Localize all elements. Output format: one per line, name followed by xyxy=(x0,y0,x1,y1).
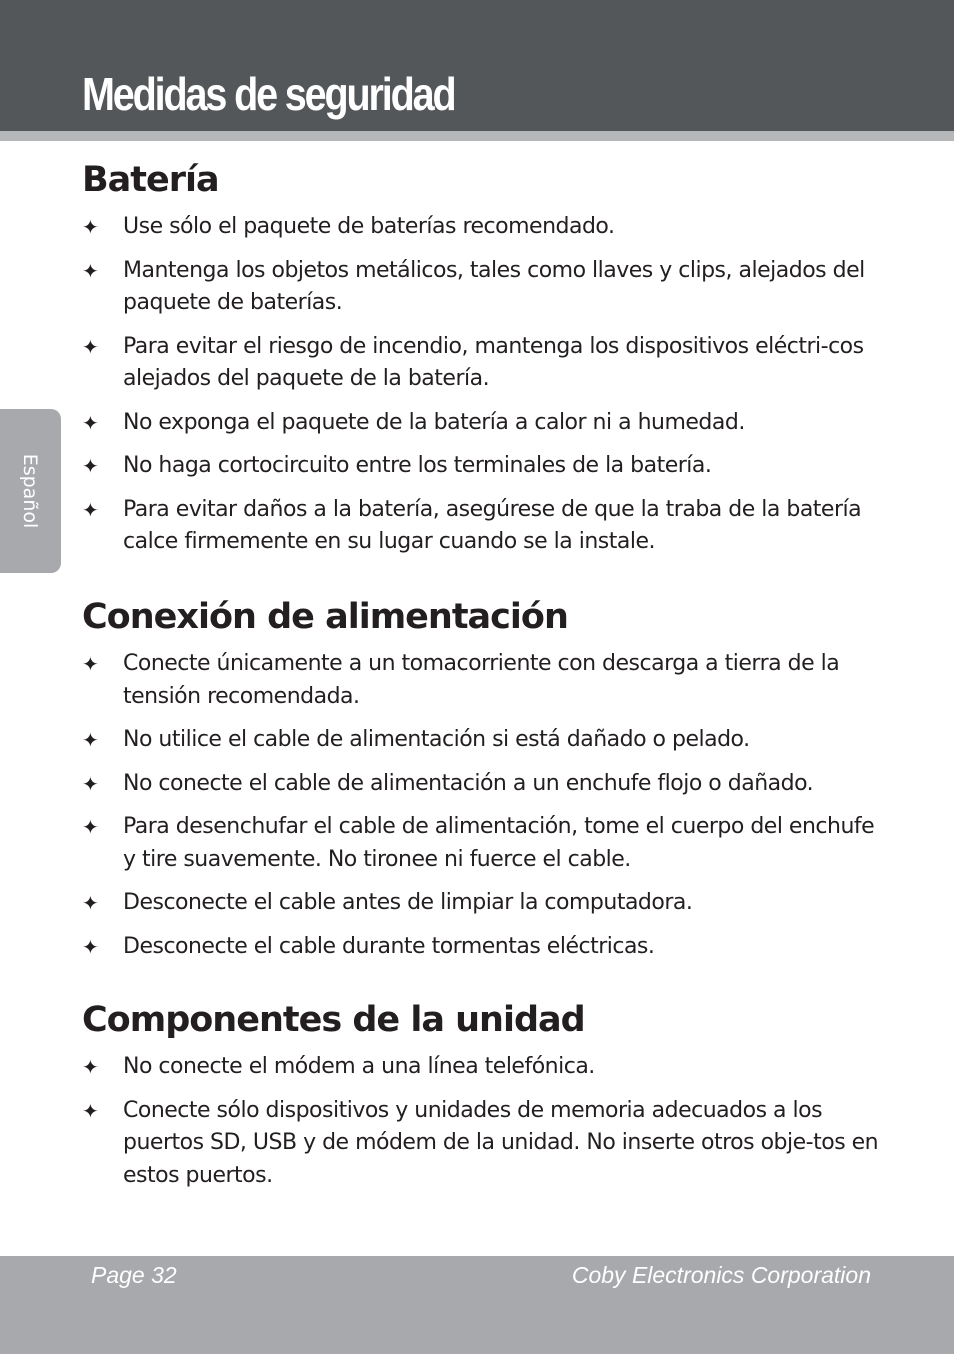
list-item xyxy=(82,211,882,244)
list-item xyxy=(82,811,882,876)
list-item xyxy=(82,1095,882,1193)
list-item xyxy=(82,1051,882,1084)
list-item xyxy=(82,450,882,483)
header-divider xyxy=(0,131,954,141)
language-tab xyxy=(0,409,61,573)
star-bullet-icon: ✦ xyxy=(82,258,99,283)
star-bullet-icon: ✦ xyxy=(82,771,99,796)
list-item-text: Para evitar daños a la batería, asegúrese de que la traba de la batería calce firmemente en su lugar cuando se la instale. xyxy=(123,496,862,554)
star-bullet-icon: ✦ xyxy=(82,891,99,915)
list-item-text: Conecte sólo dispositivos y unidades de memoria adecuados a los puertos SD, USB y de módem de la unidad. No inserte otros obje-tos en estos puertos. xyxy=(123,1097,879,1188)
list-item xyxy=(82,724,882,757)
company-name: Coby Electronics Corporation xyxy=(571,1262,871,1288)
star-bullet-icon: ✦ xyxy=(82,934,99,959)
section-bateria xyxy=(82,157,882,570)
star-bullet-icon: ✦ xyxy=(82,728,99,752)
star-bullet-icon: ✦ xyxy=(82,1055,99,1079)
list-item xyxy=(82,407,882,440)
star-bullet-icon: ✦ xyxy=(82,215,99,239)
bullet-list xyxy=(82,211,882,559)
list-item-text: No utilice el cable de alimentación si está dañado o pelado. xyxy=(123,727,750,752)
list-item-text: Use sólo el paquete de baterías recomendado. xyxy=(123,214,615,239)
section-conexion xyxy=(82,594,882,974)
list-item-text: No conecte el cable de alimentación a un enchufe flojo o dañado. xyxy=(123,770,814,796)
list-item-text: Desconecte el cable antes de limpiar la computadora. xyxy=(123,890,693,915)
star-bullet-icon: ✦ xyxy=(82,1098,99,1123)
section-heading: Conexión de alimentación xyxy=(82,597,568,637)
page-title: Medidas de seguridad xyxy=(82,68,455,120)
list-item-text: Mantenga los objetos metálicos, tales como llaves y clips, alejados del paquete de baterías. xyxy=(123,257,865,315)
list-item xyxy=(82,331,882,396)
language-tab-label: Español xyxy=(19,453,41,529)
list-item xyxy=(82,931,882,964)
list-item-text: Para desenchufar el cable de alimentación, tome el cuerpo del enchufe y tire suavemente. No tironee ni fuerce el cable. xyxy=(123,814,875,872)
list-item-text: No conecte el módem a una línea telefónica. xyxy=(123,1054,595,1079)
star-bullet-icon: ✦ xyxy=(82,815,99,839)
list-item xyxy=(82,648,882,713)
list-item-text: Para evitar el riesgo de incendio, mantenga los dispositivos eléctri-cos alejados del paquete de la batería. xyxy=(123,333,864,391)
list-item xyxy=(82,255,882,320)
page-footer xyxy=(0,1256,954,1354)
bullet-list xyxy=(82,648,882,963)
star-bullet-icon: ✦ xyxy=(82,652,99,676)
star-bullet-icon: ✦ xyxy=(82,334,99,359)
list-item-text: No haga cortocircuito entre los terminales de la batería. xyxy=(123,453,712,478)
star-bullet-icon: ✦ xyxy=(82,410,99,435)
list-item xyxy=(82,494,882,559)
page-number: Page 32 xyxy=(91,1262,177,1288)
list-item xyxy=(82,887,882,920)
list-item-text: Desconecte el cable durante tormentas eléctricas. xyxy=(123,933,655,959)
section-heading: Componentes de la unidad xyxy=(82,1000,585,1040)
star-bullet-icon: ✦ xyxy=(82,454,99,478)
section-componentes xyxy=(82,997,882,1203)
page-header xyxy=(0,0,954,131)
list-item-text: No exponga el paquete de la batería a calor ni a humedad. xyxy=(123,409,745,435)
bullet-list xyxy=(82,1051,882,1192)
section-heading: Batería xyxy=(82,160,219,200)
list-item xyxy=(82,768,882,801)
list-item-text: Conecte únicamente a un tomacorriente con descarga a tierra de la tensión recomendada. xyxy=(123,651,840,709)
star-bullet-icon: ✦ xyxy=(82,497,99,522)
